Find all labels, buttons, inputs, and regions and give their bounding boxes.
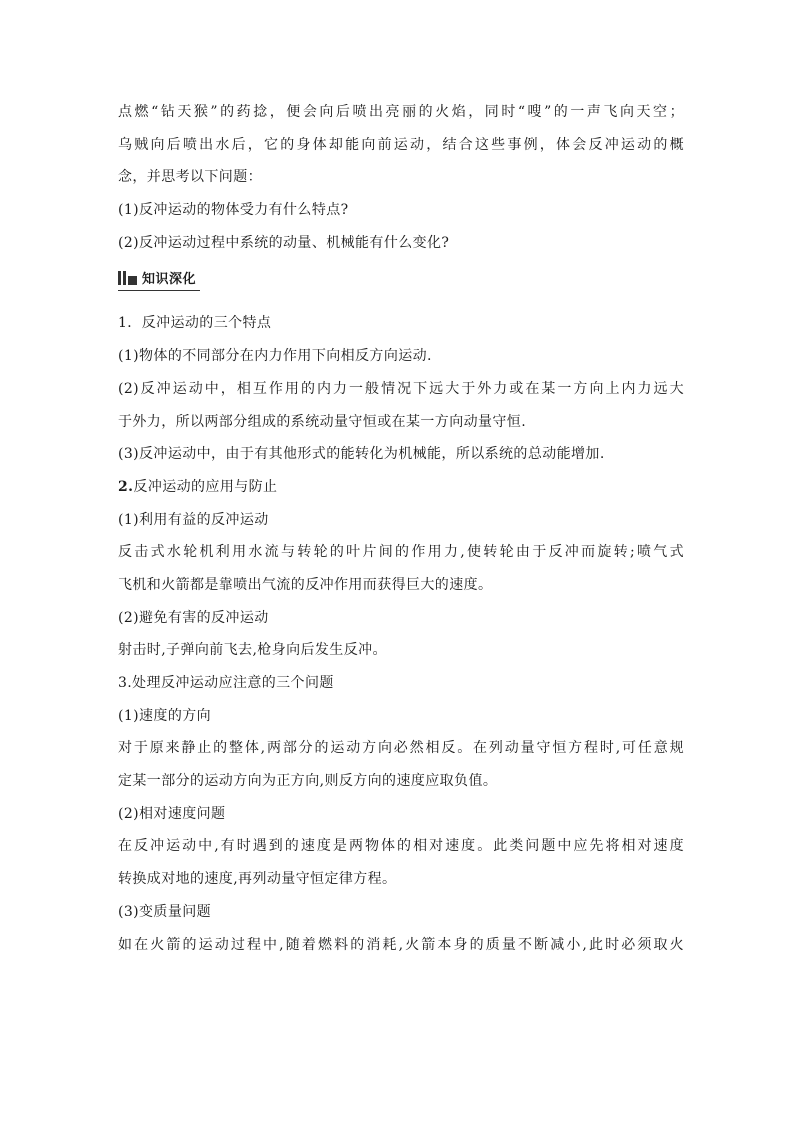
- heading-2: [118, 471, 684, 504]
- paragraph: 于外力，所以两部分组成的系统动量守恒或在某一方向动量守恒.: [118, 413, 527, 430]
- paragraph: (2)反冲运动中，相互作用的内力一般情况下远大于外力或在某一方向上内力远大: [118, 380, 684, 397]
- paragraph: 如在火箭的运动过程中,随着燃料的消耗,火箭本身的质量不断减小,此时必须取火: [118, 936, 684, 953]
- paragraph: 在反冲运动中,有时遇到的速度是两物体的相对速度。此类问题中应先将相对速度: [118, 838, 684, 855]
- subheading: (2)相对速度问题: [118, 805, 226, 822]
- paragraph: (1)物体的不同部分在内力作用下向相反方向运动.: [118, 348, 432, 365]
- subheading: (1)利用有益的反冲运动: [118, 511, 269, 528]
- paragraph: 对于原来静止的整体,两部分的运动方向必然相反。在列动量守恒方程时,可任意规: [118, 740, 684, 757]
- question-2: (2)反冲运动过程中系统的动量、机械能有什么变化?: [118, 234, 450, 251]
- paragraph: 飞机和火箭都是靠喷出气流的反冲作用而获得巨大的速度。: [118, 576, 493, 593]
- heading-2-number: 2.: [118, 478, 134, 495]
- intro-line-1: 点燃“钻天猴”的药捻，便会向后喷出亮丽的火焰，同时“嗖”的一声飞向天空；: [118, 104, 684, 120]
- paragraph: (3)反冲运动中，由于有其他形式的能转化为机械能，所以系统的总动能增加.: [118, 446, 605, 463]
- paragraph: 射击时,子弹向前飞去,枪身向后发生反冲。: [118, 642, 387, 659]
- paragraph: 反击式水轮机利用水流与转轮的叶片间的作用力,使转轮由于反冲而旋转;喷气式: [118, 544, 684, 561]
- intro-line-2: 乌贼向后喷出水后，它的身体却能向前运动，结合这些事例，体会反冲运动的概: [118, 136, 684, 153]
- question-1: (1)反冲运动的物体受力有什么特点?: [118, 202, 349, 219]
- heading-2-text: 反冲运动的应用与防止: [133, 478, 278, 495]
- heading-1: 1．反冲运动的三个特点: [118, 315, 272, 332]
- section-header: [118, 261, 684, 297]
- section-title: 知识深化: [142, 271, 197, 287]
- subheading: (1)速度的方向: [118, 707, 212, 724]
- heading-3: 3.处理反冲运动应注意的三个问题: [118, 675, 334, 691]
- paragraph: 转换成对地的速度,再列动量守恒定律方程。: [118, 871, 397, 888]
- intro-line-3: 念，并思考以下问题：: [118, 169, 262, 186]
- section-bars-icon: [118, 269, 137, 285]
- document-page: [118, 96, 684, 961]
- subheading: (3)变质量问题: [118, 903, 212, 920]
- subheading: (2)避免有害的反冲运动: [118, 609, 269, 626]
- paragraph: 定某一部分的运动方向为正方向,则反方向的速度应取负值。: [118, 773, 498, 790]
